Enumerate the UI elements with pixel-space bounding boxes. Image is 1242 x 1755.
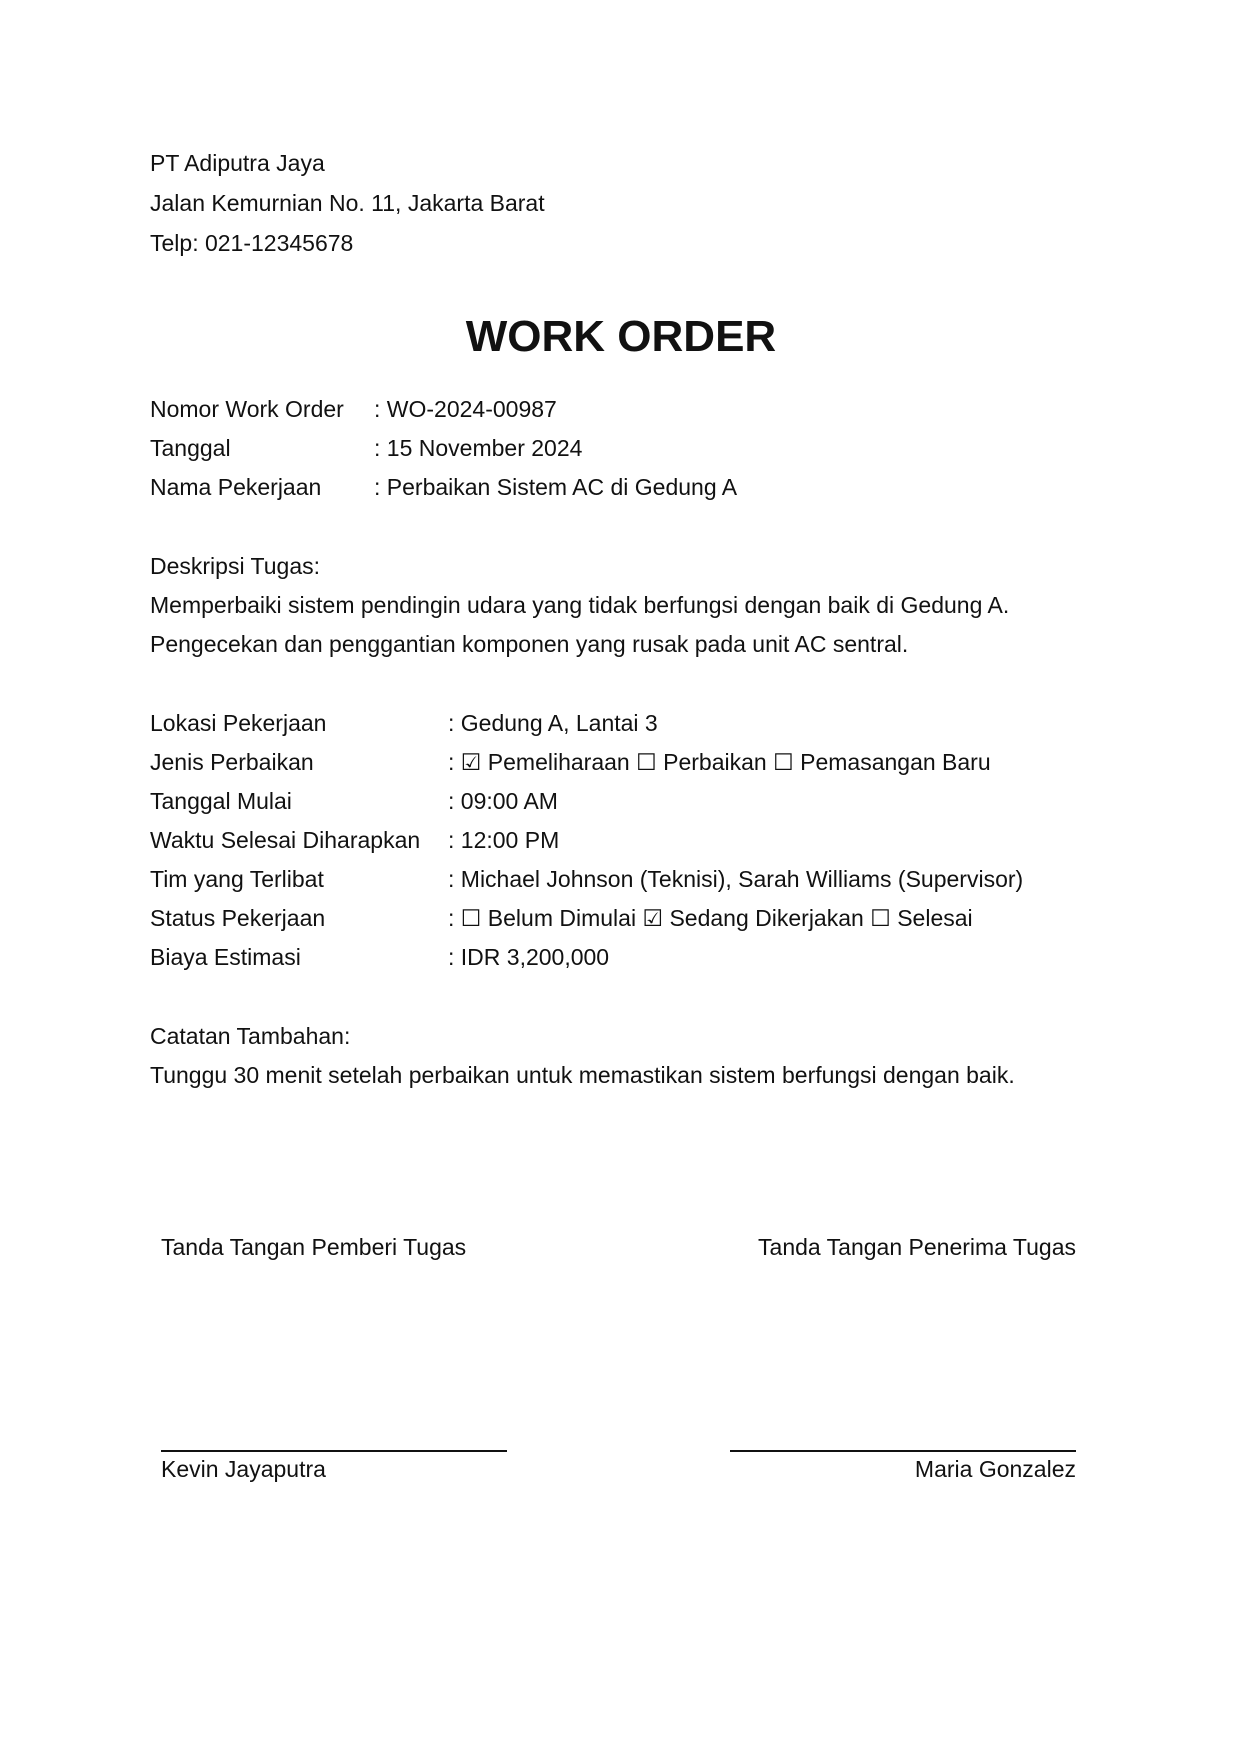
company-address: Jalan Kemurnian No. 11, Jakarta Barat xyxy=(150,190,545,216)
notes-text: Tunggu 30 menit setelah perbaikan untuk memastikan sistem berfungsi dengan baik. xyxy=(150,1062,1015,1088)
cost-value: : IDR 3,200,000 xyxy=(448,944,610,970)
company-name: PT Adiputra Jaya xyxy=(150,150,325,176)
start-label: Tanggal Mulai xyxy=(150,788,292,814)
receiver-signature-line xyxy=(730,1450,1076,1452)
checkbox-unchecked-icon[interactable]: ☐ xyxy=(460,905,482,931)
checkbox-unchecked-icon[interactable]: ☐ xyxy=(870,905,891,931)
receiver-name: Maria Gonzalez xyxy=(914,1456,1076,1482)
description-line: Pengecekan dan penggantian komponen yang rusak pada unit AC sentral. xyxy=(150,631,909,657)
date-value: : 15 November 2024 xyxy=(374,435,583,461)
repair-type-options xyxy=(448,747,991,777)
repair-type-label: Jenis Perbaikan xyxy=(150,749,314,775)
option-in-progress: Sedang Dikerjakan xyxy=(663,905,871,931)
option-done: Selesai xyxy=(890,905,973,931)
wo-number-value: : WO-2024-00987 xyxy=(374,396,557,422)
location-value: : Gedung A, Lantai 3 xyxy=(448,710,658,736)
repair-type-prefix: : xyxy=(448,749,461,775)
checkbox-unchecked-icon[interactable]: ☐ xyxy=(636,749,657,775)
checkbox-checked-icon[interactable]: ☑ xyxy=(642,905,664,931)
giver-signature-label: Tanda Tangan Pemberi Tugas xyxy=(161,1234,467,1260)
checkbox-checked-icon[interactable]: ☑ xyxy=(460,749,482,775)
option-repair: Perbaikan xyxy=(656,749,774,775)
giver-signature-line xyxy=(161,1450,507,1452)
start-value: : 09:00 AM xyxy=(448,788,558,814)
job-name-label: Nama Pekerjaan xyxy=(150,474,322,500)
status-options xyxy=(448,903,973,933)
option-maintenance: Pemeliharaan xyxy=(481,749,637,775)
cost-label: Biaya Estimasi xyxy=(150,944,301,970)
team-label: Tim yang Terlibat xyxy=(150,866,324,892)
giver-name: Kevin Jayaputra xyxy=(161,1456,326,1482)
team-value: : Michael Johnson (Teknisi), Sarah Williams (Supervisor) xyxy=(448,866,1024,892)
notes-heading: Catatan Tambahan: xyxy=(150,1023,351,1049)
job-name-value: : Perbaikan Sistem AC di Gedung A xyxy=(374,474,738,500)
date-label: Tanggal xyxy=(150,435,231,461)
receiver-signature-label: Tanda Tangan Penerima Tugas xyxy=(758,1234,1076,1260)
status-prefix: : xyxy=(448,905,461,931)
option-new-installation: Pemasangan Baru xyxy=(793,749,991,775)
description-line: Memperbaiki sistem pendingin udara yang tidak berfungsi dengan baik di Gedung A. xyxy=(150,592,1010,618)
status-label: Status Pekerjaan xyxy=(150,905,326,931)
option-not-started: Belum Dimulai xyxy=(481,905,643,931)
location-label: Lokasi Pekerjaan xyxy=(150,710,327,736)
end-label: Waktu Selesai Diharapkan xyxy=(150,827,421,853)
checkbox-unchecked-icon[interactable]: ☐ xyxy=(773,749,794,775)
document-title: WORK ORDER xyxy=(465,312,777,361)
description-heading: Deskripsi Tugas: xyxy=(150,553,321,579)
wo-number-label: Nomor Work Order xyxy=(150,396,344,422)
end-value: : 12:00 PM xyxy=(448,827,560,853)
company-phone: Telp: 021-12345678 xyxy=(150,230,354,256)
